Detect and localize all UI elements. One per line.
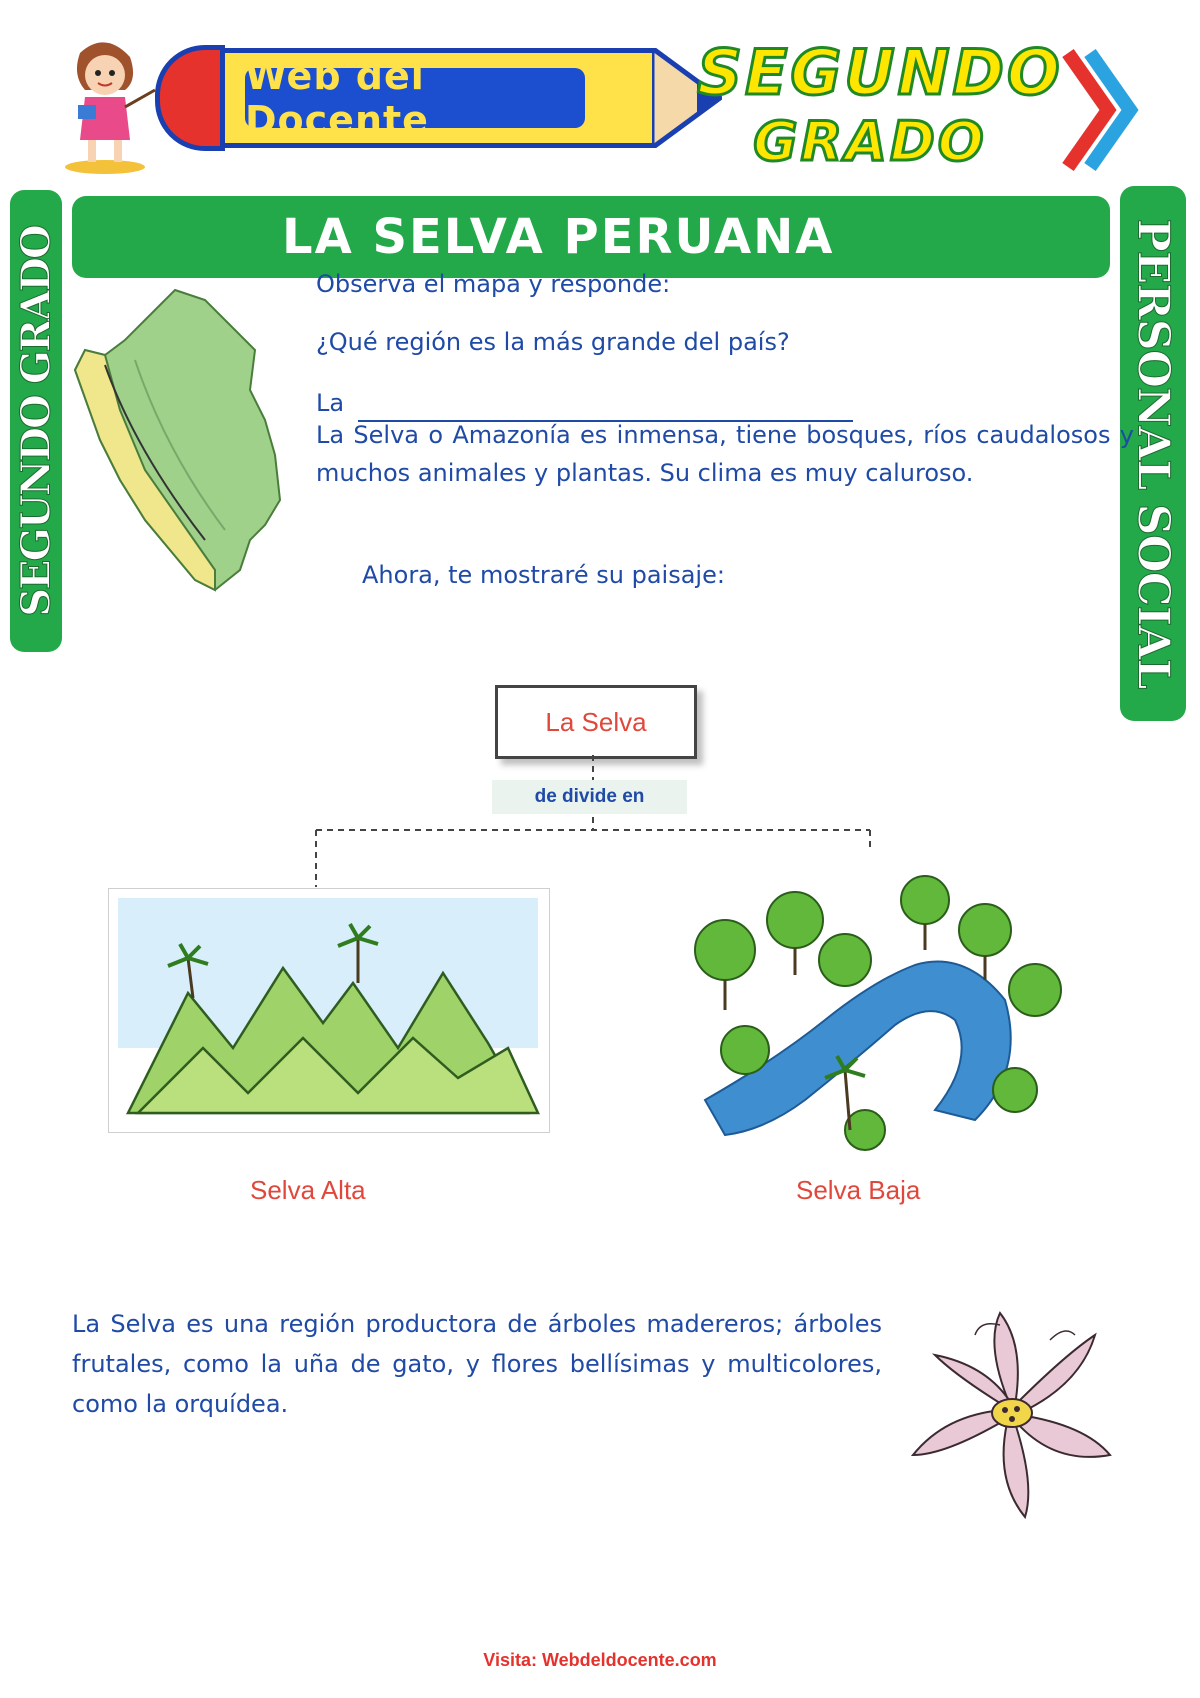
left-side-label: SEGUNDO GRADO	[12, 225, 60, 617]
description-paragraph: La Selva o Amazonía es inmensa, tiene bosques, ríos caudalosos y muchos animales y plantas. Su clima es muy caluroso.	[316, 421, 1134, 487]
right-side-label: PERSONAL SOCIAL	[1127, 218, 1179, 689]
selva-baja-illustration	[685, 860, 1075, 1160]
site-logo	[245, 54, 585, 142]
diagram-root-label: La Selva	[545, 706, 647, 737]
selva-alta-illustration	[108, 888, 550, 1133]
instruction-text: Observa el mapa y responde:	[316, 270, 671, 298]
selva-alta-caption: Selva Alta	[250, 1175, 366, 1205]
answer-prefix: La	[316, 389, 345, 417]
diagram-connector-label: de divide en	[534, 786, 645, 807]
footer-link[interactable]: Visita: Webdeldocente.com	[483, 1650, 717, 1670]
orchid-flower-illustration	[905, 1305, 1115, 1525]
pencil-eraser	[155, 45, 225, 151]
transition-text: Ahora, te mostraré su paisaje:	[362, 561, 725, 589]
peru-map-illustration	[65, 280, 295, 600]
grade-line-1: SEGUNDO	[697, 36, 1063, 109]
teacher-mascot-illustration	[50, 35, 160, 175]
question-text: ¿Qué región es la más grande del país?	[316, 328, 790, 356]
site-logo-text: Web del Docente	[245, 54, 429, 142]
selva-baja-caption: Selva Baja	[796, 1175, 921, 1205]
left-side-tab	[10, 190, 62, 652]
diagram-root-box	[495, 685, 697, 759]
page-title: LA SELVA PERUANA	[282, 209, 835, 265]
bottom-paragraph: La Selva es una región productora de árboles madereros; árboles frutales, como la uña de gato, y flores bellísimas y multicolores, como la orquídea.	[72, 1310, 882, 1418]
grade-line-2: GRADO	[753, 110, 987, 173]
